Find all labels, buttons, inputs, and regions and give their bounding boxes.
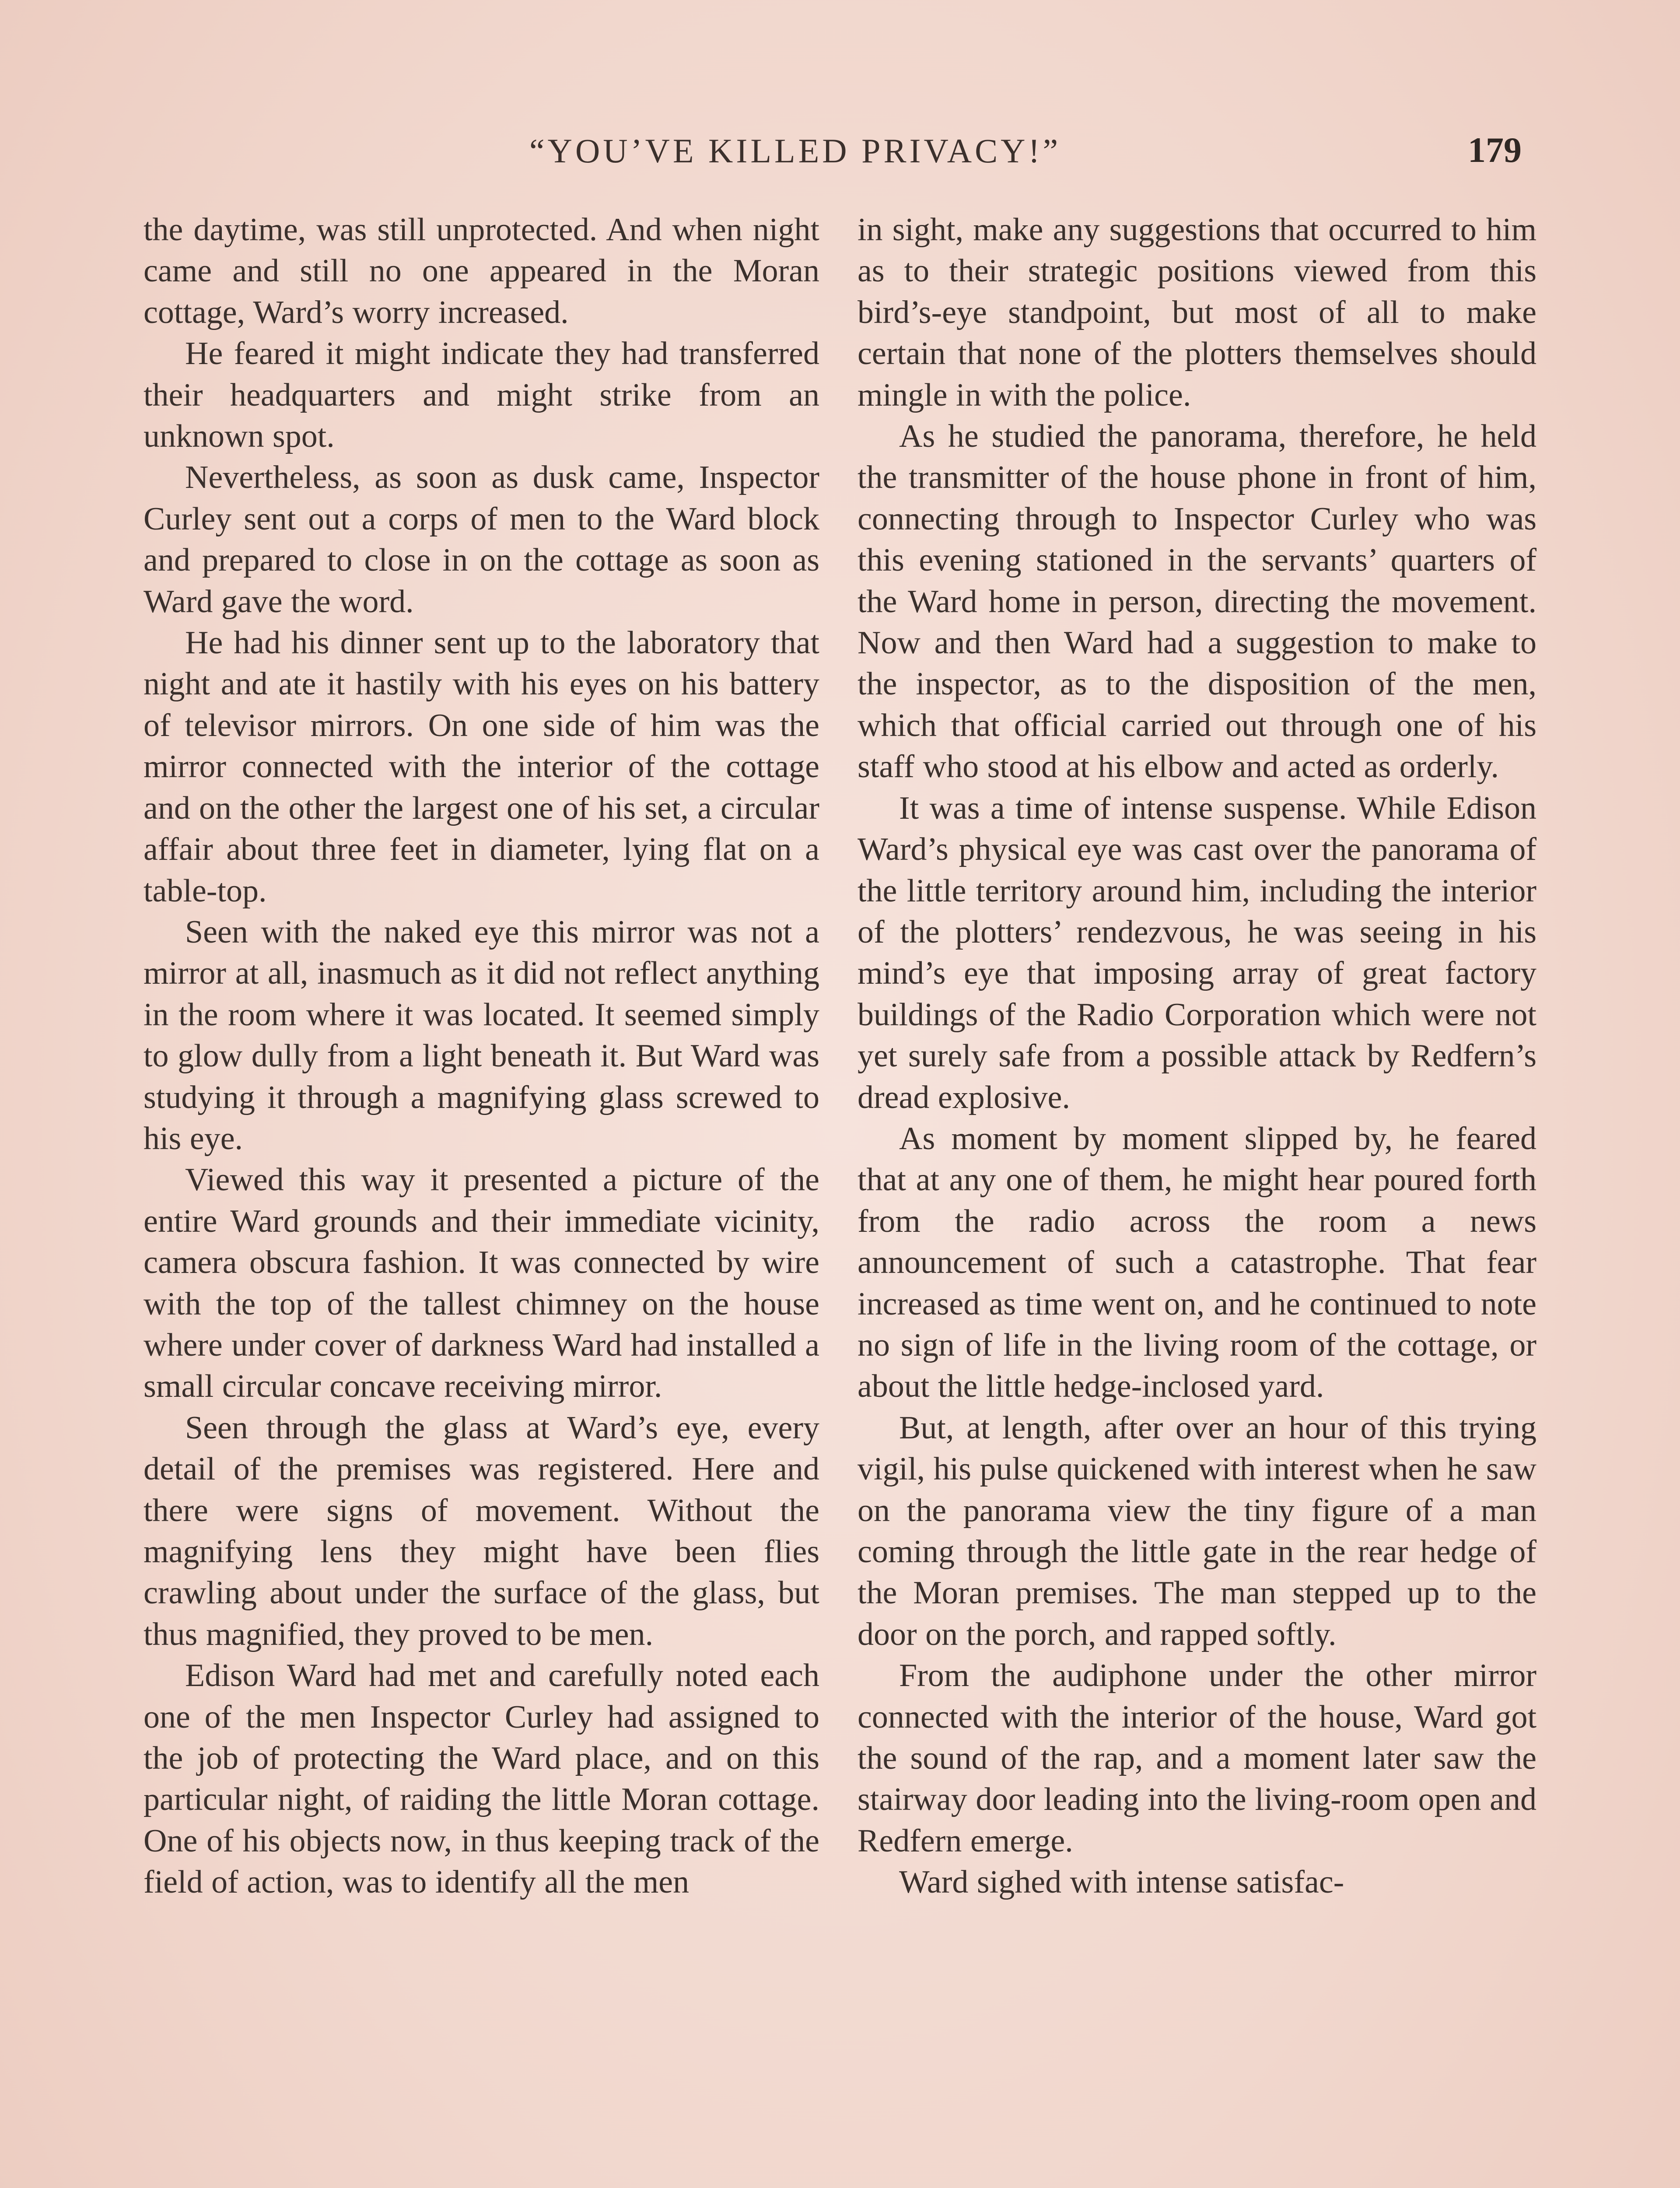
- paragraph: Nevertheless, as soon as dusk came, Inspector Curley sent out a corps of men to the Ward block and prepared to close in on the cottage as soon as Ward gave the word.: [144, 459, 819, 620]
- paragraph: He feared it might indicate they had transferred their headquarters and might strike from an unknown spot.: [144, 336, 819, 455]
- paragraph: the daytime, was still unprotected. And when night came and still no one appeared in the Moran cottage, Ward’s worry increased.: [144, 212, 819, 330]
- paragraph: He had his dinner sent up to the laboratory that night and ate it hastily with his eyes on his battery of televisor mirrors. On one side of him was the mirror connected with the interior of the cottage and on the other the largest one of his set, a circular affair about three feet in diameter, lying flat on a table-top.: [144, 625, 819, 909]
- paragraph: Viewed this way it presented a picture of the entire Ward grounds and their immediate vicinity, camera obscura fashion. It was connected by wire with the top of the tallest chimney on the house where under cover of darkness Ward had installed a small circular concave receiving mirror.: [144, 1162, 819, 1405]
- running-title: “YOU’VE KILLED PRIVACY!”: [529, 132, 1061, 170]
- page-number: 179: [1468, 130, 1522, 170]
- paragraph: It was a time of intense suspense. While Edison Ward’s physical eye was cast over the panorama of the little territory around him, including the interior of the plotters’ rendezvous, he was seeing in his mind’s eye that imposing array of great factory buildings of the Radio Corporation which were not yet surely safe from a possible attack by Redfern’s dread explosive.: [858, 790, 1536, 1115]
- paragraph: As he studied the panorama, therefore, he held the transmitter of the house phone in front of him, connecting through to Inspector Curley who was this evening stationed in the servants’ quarters of the Ward home in person, directing the movement. Now and then Ward had a suggestion to make to the inspector, as to the disposition of the men, which that official carried out through one of his staff who stood at his elbow and acted as orderly.: [858, 418, 1536, 785]
- paragraph: in sight, make any suggestions that occurred to him as to their strategic positions viewed from this bird’s-eye standpoint, but most of all to make certain that none of the plotters themselves should mingle in with the police.: [858, 212, 1536, 413]
- paragraph: But, at length, after over an hour of this trying vigil, his pulse quickened with interest when he saw on the panorama view the tiny figure of a man coming through the little gate in the rear hedge of the Moran premises. The man stepped up to the door on the porch, and rapped softly.: [858, 1410, 1536, 1652]
- paragraph: Seen through the glass at Ward’s eye, every detail of the premises was registered. Here and there were signs of movement. Without the magnifying lens they might have been flies crawling about under the surface of the glass, but thus magnified, they proved to be men.: [144, 1410, 819, 1652]
- paragraph: Edison Ward had met and carefully noted each one of the men Inspector Curley had assigned to the job of protecting the Ward place, and on this particular night, of raiding the little Moran cottage. One of his objects now, in thus keeping track of the field of action, was to identify all the men: [144, 1658, 819, 1900]
- paragraph: Seen with the naked eye this mirror was not a mirror at all, inasmuch as it did not reflect anything in the room where it was located. It seemed simply to glow dully from a light beneath it. But Ward was studying it through a magnifying glass screwed to his eye.: [144, 914, 819, 1157]
- left-column: [144, 209, 819, 1903]
- paragraph: Ward sighed with intense satisfac-: [899, 1864, 1344, 1900]
- paragraph: From the audiphone under the other mirror connected with the interior of the house, Ward got the sound of the rap, and a moment later saw the stairway door leading into the living-room open and Redfern emerge.: [858, 1658, 1536, 1859]
- right-column: [858, 209, 1536, 1903]
- paragraph: As moment by moment slipped by, he feared that at any one of them, he might hear poured forth from the radio across the room a news announcement of such a catastrophe. That fear increased as time went on, and he continued to note no sign of life in the living room of the cottage, or about the little hedge-inclosed yard.: [858, 1120, 1536, 1405]
